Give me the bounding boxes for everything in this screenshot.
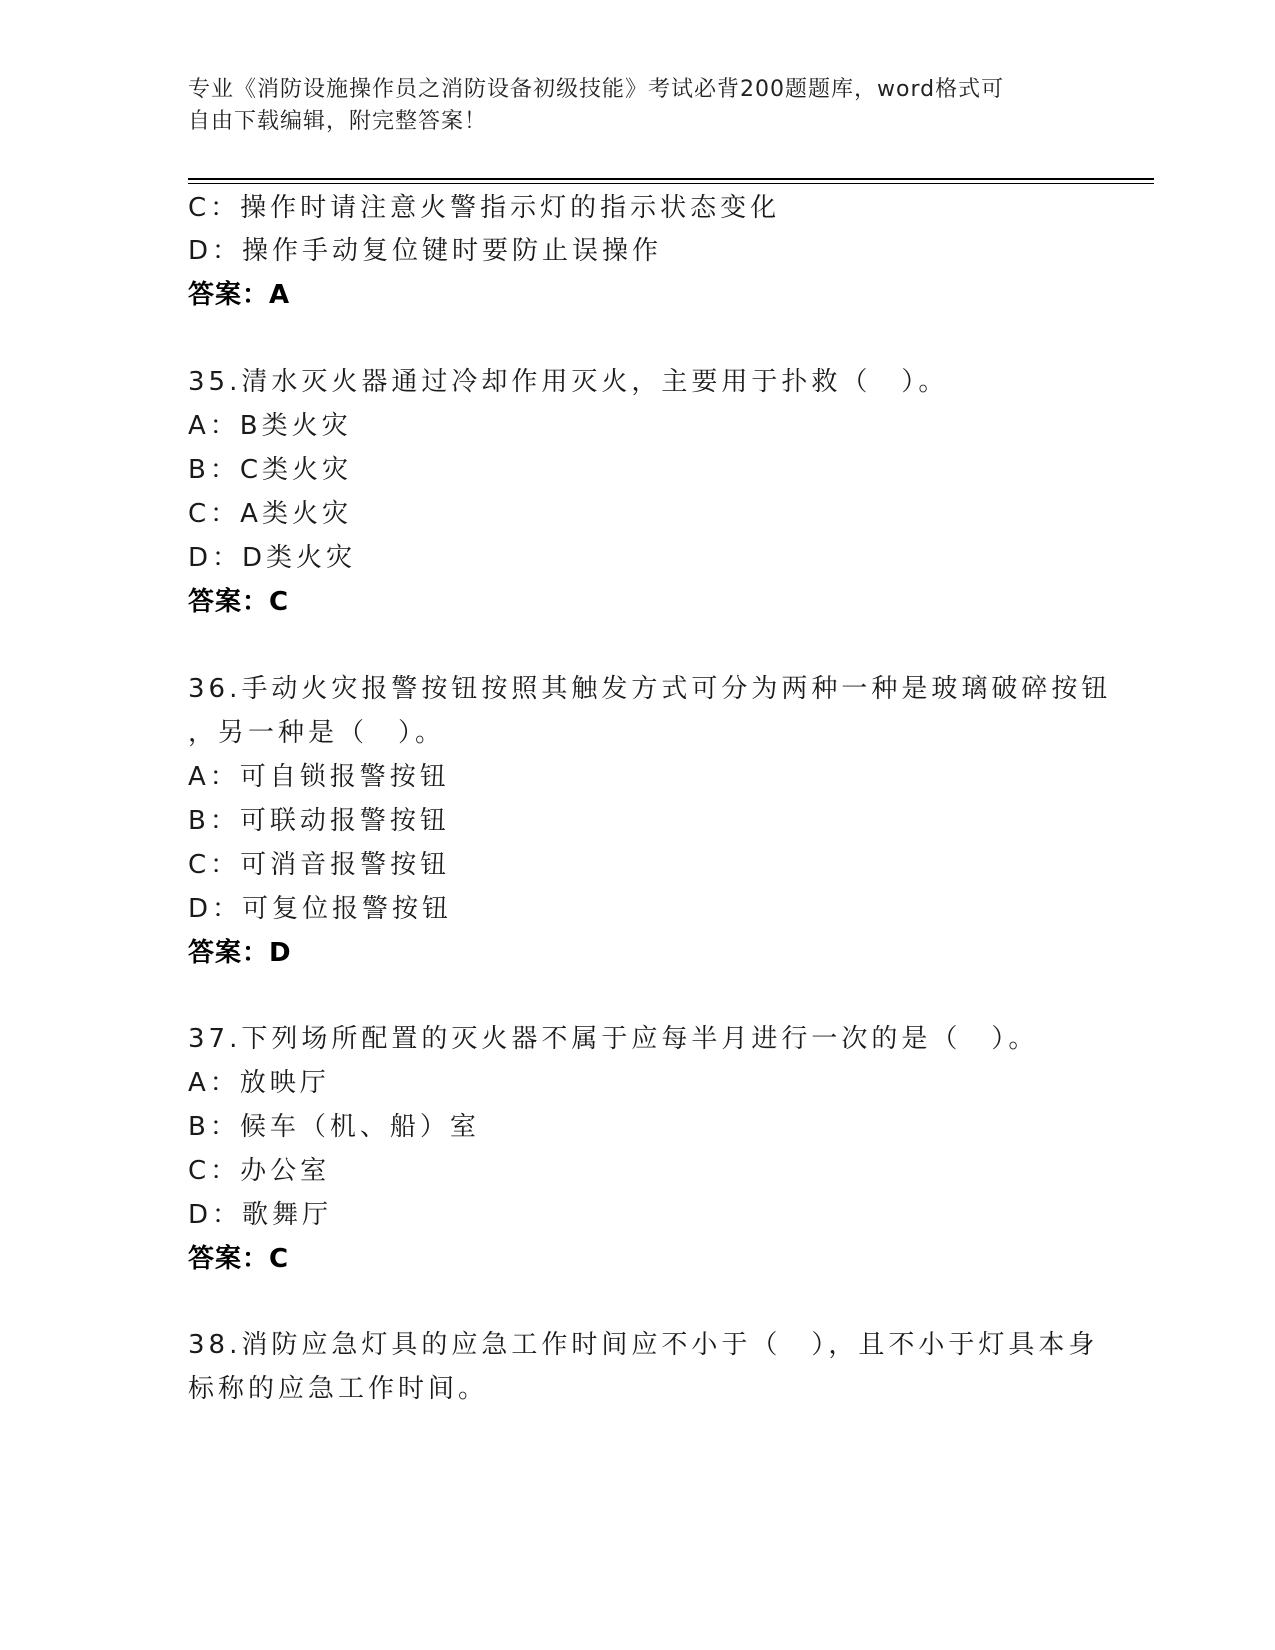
q37-option-a: A：放映厅	[188, 1068, 330, 1098]
q34-answer: 答案：A	[188, 280, 291, 310]
q38-stem-line-1: 38.消防应急灯具的应急工作时间应不小于（ ），且不小于灯具本身	[188, 1330, 1099, 1360]
q35-option-a: A：B类火灾	[188, 411, 352, 441]
q35-stem: 35.清水灭火器通过冷却作用灭火，主要用于扑救（ ）。	[188, 367, 949, 397]
q34-option-c: C：操作时请注意火警指示灯的指示状态变化	[188, 193, 781, 223]
q36-option-a: A：可自锁报警按钮	[188, 762, 450, 792]
q37-option-b: B：候车（机、船）室	[188, 1112, 480, 1142]
header-line-2: 自由下载编辑，附完整答案！	[188, 109, 488, 134]
q36-stem-line-1: 36.手动火灾报警按钮按照其触发方式可分为两种一种是玻璃破碎按钮	[188, 674, 1112, 704]
header-divider-thin	[188, 183, 1154, 184]
header-divider-thick	[188, 178, 1154, 180]
q37-answer: 答案：C	[188, 1244, 290, 1274]
document-header	[188, 74, 1068, 138]
q37-stem: 37.下列场所配置的灭火器不属于应每半月进行一次的是（ ）。	[188, 1024, 1039, 1054]
q36-answer: 答案：D	[188, 938, 292, 968]
q35-option-b: B：C类火灾	[188, 455, 352, 485]
q36-option-c: C：可消音报警按钮	[188, 850, 451, 880]
q35-option-d: D：D类火灾	[188, 543, 357, 573]
q36-option-d: D：可复位报警按钮	[188, 894, 453, 924]
q34-option-d: D：操作手动复位键时要防止误操作	[188, 236, 663, 266]
q36-stem-line-2: ，另一种是（ ）。	[188, 718, 446, 748]
q36-option-b: B：可联动报警按钮	[188, 806, 450, 836]
q37-option-c: C：办公室	[188, 1156, 331, 1186]
q35-option-c: C：A类火灾	[188, 499, 352, 529]
q38-stem-line-2: 标称的应急工作时间。	[188, 1374, 489, 1404]
header-line-1: 专业《消防设施操作员之消防设备初级技能》考试必背200题题库，word格式可	[188, 77, 1005, 102]
q35-answer: 答案：C	[188, 587, 290, 617]
q37-option-d: D：歌舞厅	[188, 1200, 333, 1230]
